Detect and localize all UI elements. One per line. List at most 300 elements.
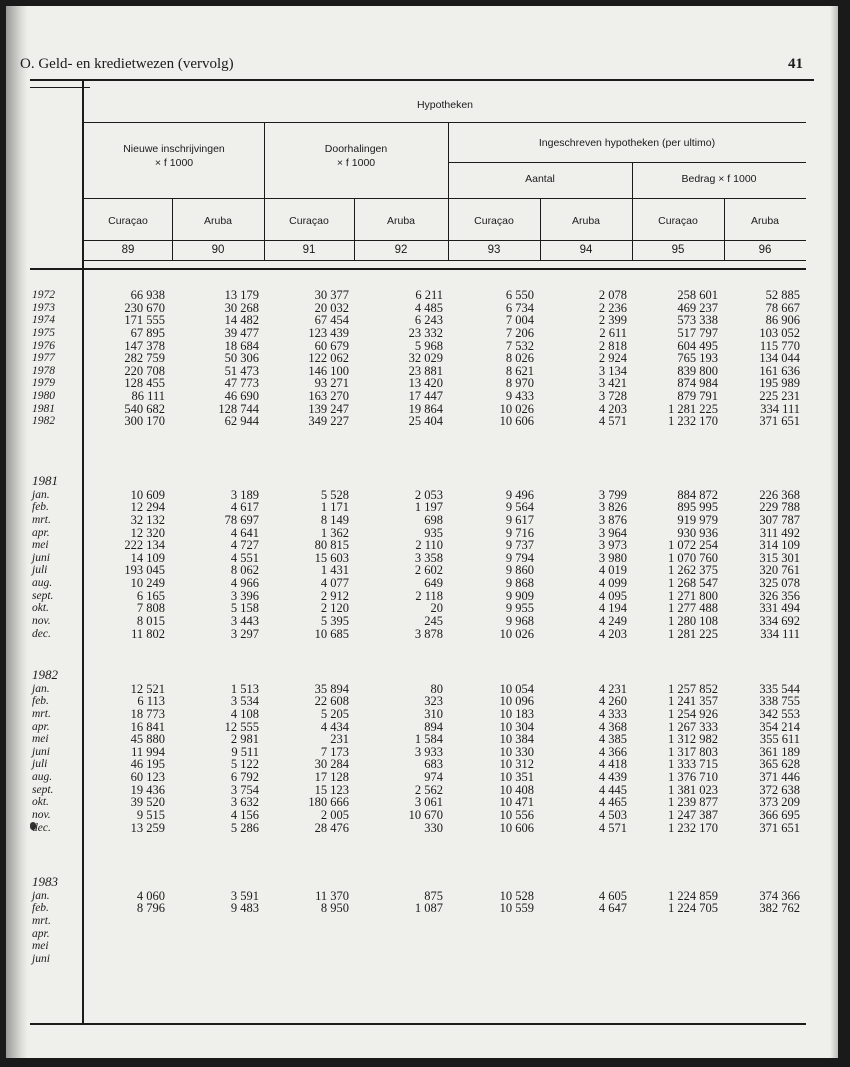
table-cell: 1 239 877 (668, 795, 718, 810)
table-cell: 3 728 (598, 389, 627, 404)
table-cell: 46 195 (130, 757, 165, 772)
table-cell: 128 744 (218, 401, 259, 416)
table-cell: 5 205 (320, 706, 349, 721)
row-label: dec. (32, 821, 51, 834)
table-cell: 4 333 (598, 706, 627, 721)
table-cell: 10 471 (499, 795, 534, 810)
table-cell: 15 123 (314, 782, 349, 797)
table-cell: 4 434 (320, 719, 349, 734)
table-cell: 10 559 (499, 901, 534, 916)
page-edge-shadow (830, 6, 838, 1058)
table-cell: 17 447 (408, 389, 443, 404)
table-cell: 9 868 (505, 576, 534, 591)
table-cell: 134 044 (759, 351, 800, 366)
table-cell: 9 617 (505, 512, 534, 527)
table-cell: 373 209 (759, 795, 800, 810)
sub-header: Aruba (386, 215, 416, 227)
table-cell: 6 792 (230, 770, 259, 785)
table-cell: 12 521 (130, 681, 165, 696)
table-cell: 698 (424, 512, 443, 527)
row-label: jan. (32, 889, 50, 902)
table-cell: 14 482 (224, 313, 259, 328)
column-number: 93 (487, 244, 501, 256)
table-cell: 371 651 (759, 820, 800, 835)
data-column (231, 890, 259, 915)
row-label: 1972 (32, 289, 55, 301)
row-label: okt. (32, 796, 49, 809)
header-doorhalingen (264, 142, 448, 170)
table-cell: 8 621 (505, 363, 534, 378)
table-cell: 10 304 (499, 719, 534, 734)
row-label: apr. (32, 526, 50, 539)
table-cell: 123 439 (308, 325, 349, 340)
table-cell: 23 881 (408, 363, 443, 378)
table-cell: 147 378 (124, 338, 165, 353)
data-column (500, 890, 534, 915)
table-cell: 314 109 (759, 538, 800, 553)
table-cell: 1 381 023 (668, 782, 718, 797)
top-rule (30, 79, 814, 81)
table-cell: 1 281 225 (668, 401, 718, 416)
table-cell: 3 754 (230, 782, 259, 797)
table-cell: 19 436 (130, 782, 165, 797)
table-cell: 2 562 (414, 782, 443, 797)
header-bottom-rule (30, 268, 806, 270)
row-label: jan. (32, 682, 50, 695)
table-cell: 4 231 (598, 681, 627, 696)
table-cell: 1 232 170 (668, 414, 718, 429)
table-cell: 86 906 (765, 313, 800, 328)
table-cell: 6 243 (414, 313, 443, 328)
table-cell: 3 632 (230, 795, 259, 810)
table-cell: 9 564 (505, 500, 534, 515)
table-cell: 1 257 852 (668, 681, 718, 696)
data-column (668, 683, 718, 835)
table-cell: 30 284 (314, 757, 349, 772)
row-label: mrt. (32, 513, 51, 526)
header-doorhalingen-line2: × f 1000 (336, 157, 376, 169)
table-cell: 3 421 (598, 376, 627, 391)
table-cell: 3 973 (598, 538, 627, 553)
table-cell: 4 551 (230, 550, 259, 565)
table-cell: 1 431 (320, 563, 349, 578)
table-cell: 15 603 (314, 550, 349, 565)
table-cell: 8 970 (505, 376, 534, 391)
table-cell: 4 249 (598, 614, 627, 629)
data-column (599, 890, 627, 915)
table-cell: 2 236 (598, 300, 627, 315)
table-cell: 3 358 (414, 550, 443, 565)
table-cell: 10 606 (499, 820, 534, 835)
table-cell: 86 111 (131, 389, 165, 404)
table-cell: 195 989 (759, 376, 800, 391)
table-cell: 1 280 108 (668, 614, 718, 629)
table-cell: 18 684 (224, 338, 259, 353)
table-cell: 3 964 (598, 525, 627, 540)
data-column (308, 683, 349, 835)
table-cell: 4 203 (598, 626, 627, 641)
table-cell: 8 062 (230, 563, 259, 578)
table-cell: 355 611 (759, 732, 800, 747)
table-cell: 4 465 (598, 795, 627, 810)
table-cell: 4 445 (598, 782, 627, 797)
table-cell: 258 601 (677, 288, 718, 302)
column-number: 94 (579, 244, 593, 256)
data-column (137, 890, 165, 915)
data-column (225, 489, 259, 641)
table-cell: 229 788 (759, 500, 800, 515)
table-cell: 20 032 (314, 300, 349, 315)
row-labels (32, 683, 88, 835)
table-cell: 573 338 (677, 313, 718, 328)
table-cell: 8 149 (320, 512, 349, 527)
table-cell: 3 799 (598, 487, 627, 502)
row-label: 1980 (32, 390, 55, 403)
row-label: jan. (32, 488, 50, 501)
table-cell: 10 528 (499, 888, 534, 903)
table-cell: 7 173 (320, 744, 349, 759)
table-cell: 4 385 (598, 732, 627, 747)
table-cell: 35 894 (314, 681, 349, 696)
table-cell: 325 078 (759, 576, 800, 591)
row-label: dec. (32, 627, 51, 640)
table-cell: 930 936 (677, 525, 718, 540)
table-cell: 649 (424, 576, 443, 591)
table-cell: 3 396 (230, 588, 259, 603)
header-doorhalingen-line1: Doorhalingen (324, 143, 388, 155)
header-rule (84, 122, 806, 123)
row-label: nov. (32, 809, 51, 822)
table-cell: 18 773 (130, 706, 165, 721)
table-cell: 894 (424, 719, 443, 734)
row-label: 1976 (32, 339, 55, 352)
table-cell: 884 872 (677, 487, 718, 502)
row-label: 1978 (32, 364, 55, 377)
table-cell: 10 556 (499, 808, 534, 823)
table-cell: 2 611 (599, 325, 627, 340)
table-cell: 4 060 (136, 888, 165, 903)
data-column (409, 683, 443, 835)
table-cell: 9 483 (230, 901, 259, 916)
table-cell: 1 197 (414, 500, 443, 515)
table-cell: 9 433 (505, 389, 534, 404)
table-cell: 4 641 (230, 525, 259, 540)
table-cell: 4 503 (598, 808, 627, 823)
table-cell: 10 249 (130, 576, 165, 591)
row-label: 1977 (32, 352, 55, 365)
table-cell: 10 384 (499, 732, 534, 747)
table-cell: 62 944 (224, 414, 259, 429)
row-label: okt. (32, 602, 49, 615)
table-cell: 334 111 (760, 401, 800, 416)
table-cell: 47 773 (224, 376, 259, 391)
table-cell: 2 053 (414, 487, 443, 502)
table-cell: 4 156 (230, 808, 259, 823)
table-cell: 80 815 (314, 538, 349, 553)
table-cell: 1 513 (230, 681, 259, 696)
table-cell: 4 966 (230, 576, 259, 591)
table-cell: 371 651 (759, 414, 800, 429)
header-rule (84, 260, 806, 261)
data-column (308, 289, 349, 428)
table-cell: 540 682 (124, 401, 165, 416)
table-cell: 1 333 715 (668, 757, 718, 772)
table-cell: 372 638 (759, 782, 800, 797)
column-number: 90 (211, 244, 225, 256)
table-cell: 6 211 (415, 288, 443, 302)
table-cell: 1 277 488 (668, 601, 718, 616)
table-cell: 683 (424, 757, 443, 772)
bottom-rule (30, 1023, 806, 1025)
table-cell: 1 224 705 (668, 901, 718, 916)
block-heading: 1981 (32, 473, 58, 488)
table-cell: 334 692 (759, 614, 800, 629)
table-cell: 4 077 (320, 576, 349, 591)
table-cell: 1 171 (320, 500, 349, 515)
row-labels (32, 289, 88, 428)
row-label: mei (32, 733, 49, 746)
table-cell: 8 796 (136, 901, 165, 916)
table-cell: 4 095 (598, 588, 627, 603)
table-cell: 3 189 (230, 487, 259, 502)
table-cell: 10 026 (499, 401, 534, 416)
table-cell: 307 787 (759, 512, 800, 527)
table-cell: 2 818 (598, 338, 627, 353)
table-cell: 6 113 (137, 694, 165, 709)
row-label: feb. (32, 902, 49, 915)
data-column (500, 489, 534, 641)
table-cell: 9 496 (505, 487, 534, 502)
table-cell: 4 366 (598, 744, 627, 759)
table-cell: 2 399 (598, 313, 627, 328)
table-cell: 4 727 (230, 538, 259, 553)
table-cell: 1 271 800 (668, 588, 718, 603)
table-cell: 52 885 (765, 288, 800, 302)
table-cell: 9 955 (505, 601, 534, 616)
table-cell: 12 320 (130, 525, 165, 540)
table-cell: 382 762 (759, 901, 800, 916)
table-cell: 604 495 (677, 338, 718, 353)
table-cell: 3 876 (598, 512, 627, 527)
table-cell: 3 297 (230, 626, 259, 641)
table-cell: 517 797 (677, 325, 718, 340)
table-cell: 8 950 (320, 901, 349, 916)
block-heading: 1983 (32, 874, 58, 889)
table-cell: 46 690 (224, 389, 259, 404)
table-cell: 1 087 (414, 901, 443, 916)
table-cell: 919 979 (677, 512, 718, 527)
header-nieuwe (84, 142, 264, 170)
table-cell: 12 555 (224, 719, 259, 734)
table-cell: 4 617 (230, 500, 259, 515)
table-cell: 310 (424, 706, 443, 721)
table-cell: 10 606 (499, 414, 534, 429)
table-cell: 365 628 (759, 757, 800, 772)
table-cell: 6 734 (505, 300, 534, 315)
data-column (668, 489, 718, 641)
table-cell: 371 446 (759, 770, 800, 785)
table-cell: 1 267 333 (668, 719, 718, 734)
row-label: nov. (32, 615, 51, 628)
stub-rule (30, 87, 90, 88)
data-column (759, 683, 800, 835)
row-labels (32, 489, 88, 641)
data-column (124, 289, 165, 428)
table-cell: 326 356 (759, 588, 800, 603)
table-cell: 4 019 (598, 563, 627, 578)
data-column (218, 289, 259, 428)
page-number: 41 (788, 56, 803, 72)
table-cell: 7 004 (505, 313, 534, 328)
table-cell: 2 981 (230, 732, 259, 747)
data-column (500, 683, 534, 835)
table-cell: 30 268 (224, 300, 259, 315)
table-cell: 1 262 375 (668, 563, 718, 578)
table-cell: 6 550 (505, 288, 534, 302)
table-cell: 93 271 (314, 376, 349, 391)
data-column (415, 890, 443, 915)
table-cell: 10 312 (499, 757, 534, 772)
table-cell: 10 330 (499, 744, 534, 759)
table-cell: 3 591 (230, 888, 259, 903)
row-labels (32, 890, 88, 966)
table-cell: 4 368 (598, 719, 627, 734)
block-heading: 1982 (32, 667, 58, 682)
table-cell: 9 794 (505, 550, 534, 565)
table-cell: 8 015 (136, 614, 165, 629)
row-label: 1982 (32, 415, 55, 428)
table-cell: 23 332 (408, 325, 443, 340)
table-cell: 6 165 (136, 588, 165, 603)
table-cell: 78 697 (224, 512, 259, 527)
table-cell: 39 477 (224, 325, 259, 340)
row-label: feb. (32, 501, 49, 514)
table-cell: 874 984 (677, 376, 718, 391)
data-column (759, 489, 800, 641)
table-cell: 2 602 (414, 563, 443, 578)
table-cell: 45 880 (130, 732, 165, 747)
table-cell: 334 111 (760, 626, 800, 641)
table-cell: 4 485 (414, 300, 443, 315)
table-cell: 974 (424, 770, 443, 785)
table-cell: 1 224 859 (668, 888, 718, 903)
table-cell: 14 109 (130, 550, 165, 565)
table-cell: 66 938 (130, 288, 165, 302)
row-label: mrt. (32, 914, 51, 927)
table-cell: 4 571 (598, 414, 627, 429)
data-column (599, 683, 627, 835)
table-cell: 16 841 (130, 719, 165, 734)
table-cell: 9 716 (505, 525, 534, 540)
table-cell: 361 189 (759, 744, 800, 759)
table-cell: 3 933 (414, 744, 443, 759)
table-cell: 220 708 (124, 363, 165, 378)
table-cell: 895 995 (677, 500, 718, 515)
table-cell: 1 072 254 (668, 538, 718, 553)
sub-header: Curaçao (474, 215, 514, 227)
column-number: 91 (302, 244, 316, 256)
table-cell: 12 294 (130, 500, 165, 515)
table-cell: 1 362 (320, 525, 349, 540)
data-column (599, 289, 627, 428)
data-column (124, 489, 165, 641)
table-cell: 9 909 (505, 588, 534, 603)
table-cell: 5 395 (320, 614, 349, 629)
table-cell: 2 924 (598, 351, 627, 366)
data-column (415, 489, 443, 641)
table-cell: 20 (430, 601, 443, 616)
table-cell: 2 912 (320, 588, 349, 603)
table-cell: 4 571 (598, 820, 627, 835)
table-cell: 51 473 (224, 363, 259, 378)
table-cell: 2 005 (320, 808, 349, 823)
table-cell: 78 667 (765, 300, 800, 315)
table-cell: 146 100 (308, 363, 349, 378)
table-cell: 9 737 (505, 538, 534, 553)
table-cell: 11 370 (315, 888, 349, 903)
table-cell: 342 553 (759, 706, 800, 721)
sub-header: Aruba (203, 215, 233, 227)
table-cell: 67 895 (130, 325, 165, 340)
table-cell: 315 301 (759, 550, 800, 565)
table-cell: 193 045 (124, 563, 165, 578)
table-cell: 1 254 926 (668, 706, 718, 721)
table-cell: 128 455 (124, 376, 165, 391)
table-cell: 4 605 (598, 888, 627, 903)
table-cell: 2 118 (415, 588, 443, 603)
table-cell: 349 227 (308, 414, 349, 429)
table-cell: 7 206 (505, 325, 534, 340)
table-cell: 10 685 (314, 626, 349, 641)
data-column (668, 289, 718, 428)
data-column (315, 489, 349, 641)
table-cell: 354 214 (759, 719, 800, 734)
table-cell: 139 247 (308, 401, 349, 416)
row-label: sept. (32, 783, 54, 796)
table-cell: 4 260 (598, 694, 627, 709)
row-label: apr. (32, 927, 50, 940)
row-label: 1973 (32, 301, 55, 314)
table-cell: 28 476 (314, 820, 349, 835)
table-cell: 10 609 (130, 487, 165, 502)
table-cell: 13 420 (408, 376, 443, 391)
sub-header: Curaçao (658, 215, 698, 227)
table-cell: 3 443 (230, 614, 259, 629)
table-cell: 3 878 (414, 626, 443, 641)
data-column (759, 289, 800, 428)
table-cell: 282 759 (124, 351, 165, 366)
data-column (225, 683, 259, 835)
table-cell: 1 376 710 (668, 770, 718, 785)
table-cell: 32 132 (130, 512, 165, 527)
table-cell: 1 070 760 (668, 550, 718, 565)
table-cell: 115 770 (759, 338, 800, 353)
table-cell: 10 408 (499, 782, 534, 797)
book-spine-shadow (6, 6, 28, 1058)
table-cell: 5 158 (230, 601, 259, 616)
data-column (668, 890, 718, 915)
table-cell: 765 193 (677, 351, 718, 366)
table-cell: 39 520 (130, 795, 165, 810)
table-cell: 875 (424, 888, 443, 903)
page (6, 6, 838, 1058)
column-number: 92 (394, 244, 408, 256)
table-cell: 5 122 (230, 757, 259, 772)
table-cell: 7 808 (136, 601, 165, 616)
row-label: mei (32, 940, 49, 953)
table-cell: 879 791 (677, 389, 718, 404)
table-cell: 1 584 (414, 732, 443, 747)
